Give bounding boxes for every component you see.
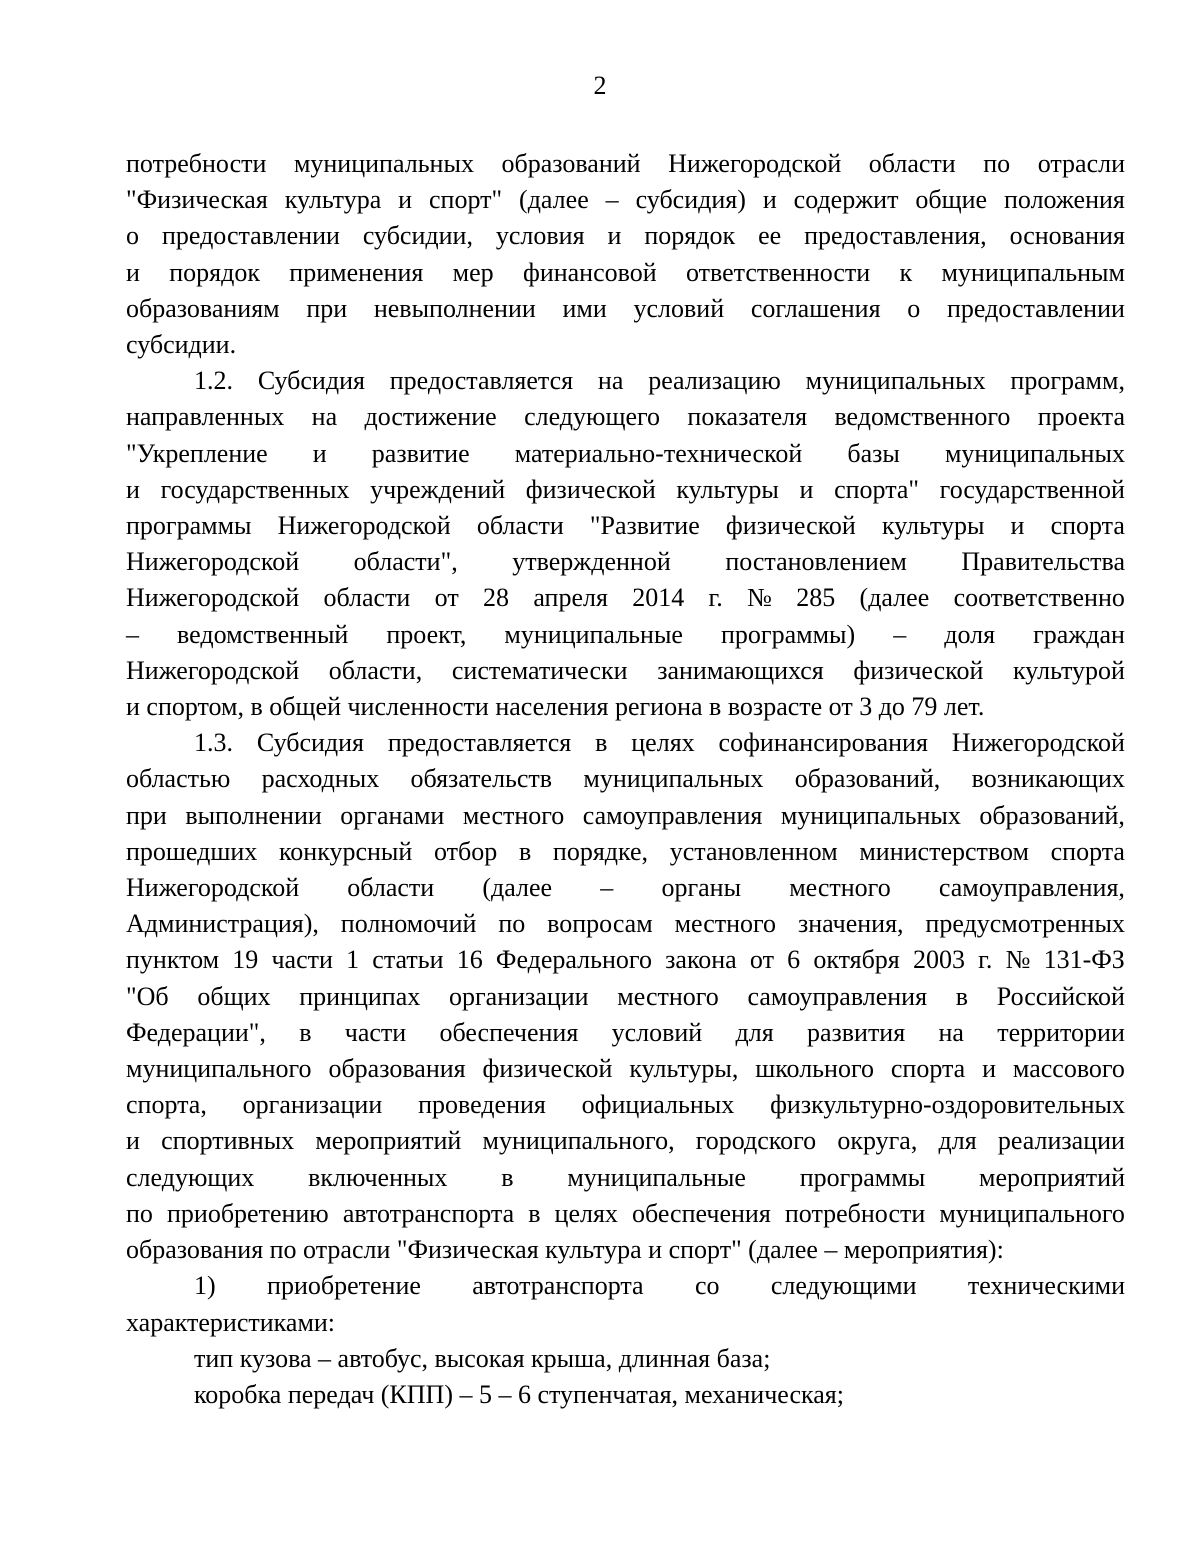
text-line: по приобретению автотранспорта в целях обеспечения потребности муниципального bbox=[126, 1198, 1125, 1228]
text-line: Нижегородской области, систематически занимающихся физической культурой bbox=[126, 655, 1125, 685]
text-line: направленных на достижение следующего показателя ведомственного проекта bbox=[126, 402, 1125, 432]
document-body bbox=[126, 146, 1125, 1413]
paragraph-1-1-continuation bbox=[126, 146, 1125, 363]
text-line: "Укрепление и развитие материально-технической базы муниципальных bbox=[126, 438, 1125, 468]
text-line: образованиям при невыполнении ими условий соглашения о предоставлении bbox=[126, 293, 1125, 323]
list-item-1 bbox=[126, 1268, 1125, 1340]
text-line: 1) приобретение автотранспорта со следующими техническими bbox=[194, 1271, 1125, 1301]
text-line: коробка передач (КПП) – 5 – 6 ступенчатая, механическая; bbox=[194, 1379, 844, 1409]
text-line: субсидии. bbox=[126, 330, 237, 360]
text-line: прошедших конкурсный отбор в порядке, установленном министерством спорта bbox=[126, 836, 1125, 866]
text-line: Администрация), полномочий по вопросам местного значения, предусмотренных bbox=[126, 909, 1125, 939]
text-line: программы Нижегородской области "Развитие физической культуры и спорта bbox=[126, 511, 1125, 541]
page-number: 2 bbox=[593, 71, 607, 100]
body-type-line bbox=[126, 1341, 1125, 1377]
text-line: и государственных учреждений физической культуры и спорта" государственной bbox=[126, 474, 1125, 504]
text-line: потребности муниципальных образований Нижегородской области по отрасли bbox=[126, 149, 1125, 178]
text-line: при выполнении органами местного самоуправления муниципальных образований, bbox=[126, 800, 1125, 830]
text-line: Нижегородской области от 28 апреля 2014 г. № 285 (далее соответственно bbox=[126, 583, 1125, 613]
text-line: и порядок применения мер финансовой ответственности к муниципальным bbox=[126, 257, 1125, 287]
text-line: тип кузова – автобус, высокая крыша, длинная база; bbox=[194, 1343, 771, 1373]
text-line: и спортом, в общей численности населения региона в возрасте от 3 до 79 лет. bbox=[126, 692, 985, 722]
text-line: 1.2. Субсидия предоставляется на реализацию муниципальных программ, bbox=[194, 366, 1125, 396]
text-line: пунктом 19 части 1 статьи 16 Федерального закона от 6 октября 2003 г. № 131-ФЗ bbox=[126, 945, 1125, 975]
paragraph-1-3 bbox=[126, 725, 1125, 1268]
text-line: – ведомственный проект, муниципальные программы) – доля граждан bbox=[126, 619, 1125, 649]
text-line: спорта, организации проведения официальных физкультурно-оздоровительных bbox=[126, 1090, 1125, 1120]
text-line: 1.3. Субсидия предоставляется в целях софинансирования Нижегородской bbox=[194, 728, 1125, 758]
text-line: следующих включенных в муниципальные программы мероприятий bbox=[126, 1162, 1125, 1192]
text-line: Федерации", в части обеспечения условий для развития на территории bbox=[126, 1017, 1125, 1047]
text-line: о предоставлении субсидии, условия и порядок ее предоставления, основания bbox=[126, 221, 1125, 251]
text-line: областью расходных обязательств муниципальных образований, возникающих bbox=[126, 764, 1125, 794]
text-line: образования по отрасли "Физическая культура и спорт" (далее – мероприятия): bbox=[126, 1235, 1004, 1265]
text-line: "Об общих принципах организации местного самоуправления в Российской bbox=[126, 981, 1125, 1011]
gearbox-line bbox=[126, 1377, 1125, 1413]
text-line: и спортивных мероприятий муниципального, городского округа, для реализации bbox=[126, 1126, 1125, 1156]
text-line: Нижегородской области", утвержденной постановлением Правительства bbox=[126, 547, 1125, 577]
text-line: "Физическая культура и спорт" (далее – субсидия) и содержит общие положения bbox=[126, 185, 1125, 215]
paragraph-1-2 bbox=[126, 363, 1125, 725]
text-line: муниципального образования физической культуры, школьного спорта и массового bbox=[126, 1054, 1125, 1084]
text-line: характеристиками: bbox=[126, 1307, 336, 1337]
text-line: Нижегородской области (далее – органы местного самоуправления, bbox=[126, 873, 1125, 903]
